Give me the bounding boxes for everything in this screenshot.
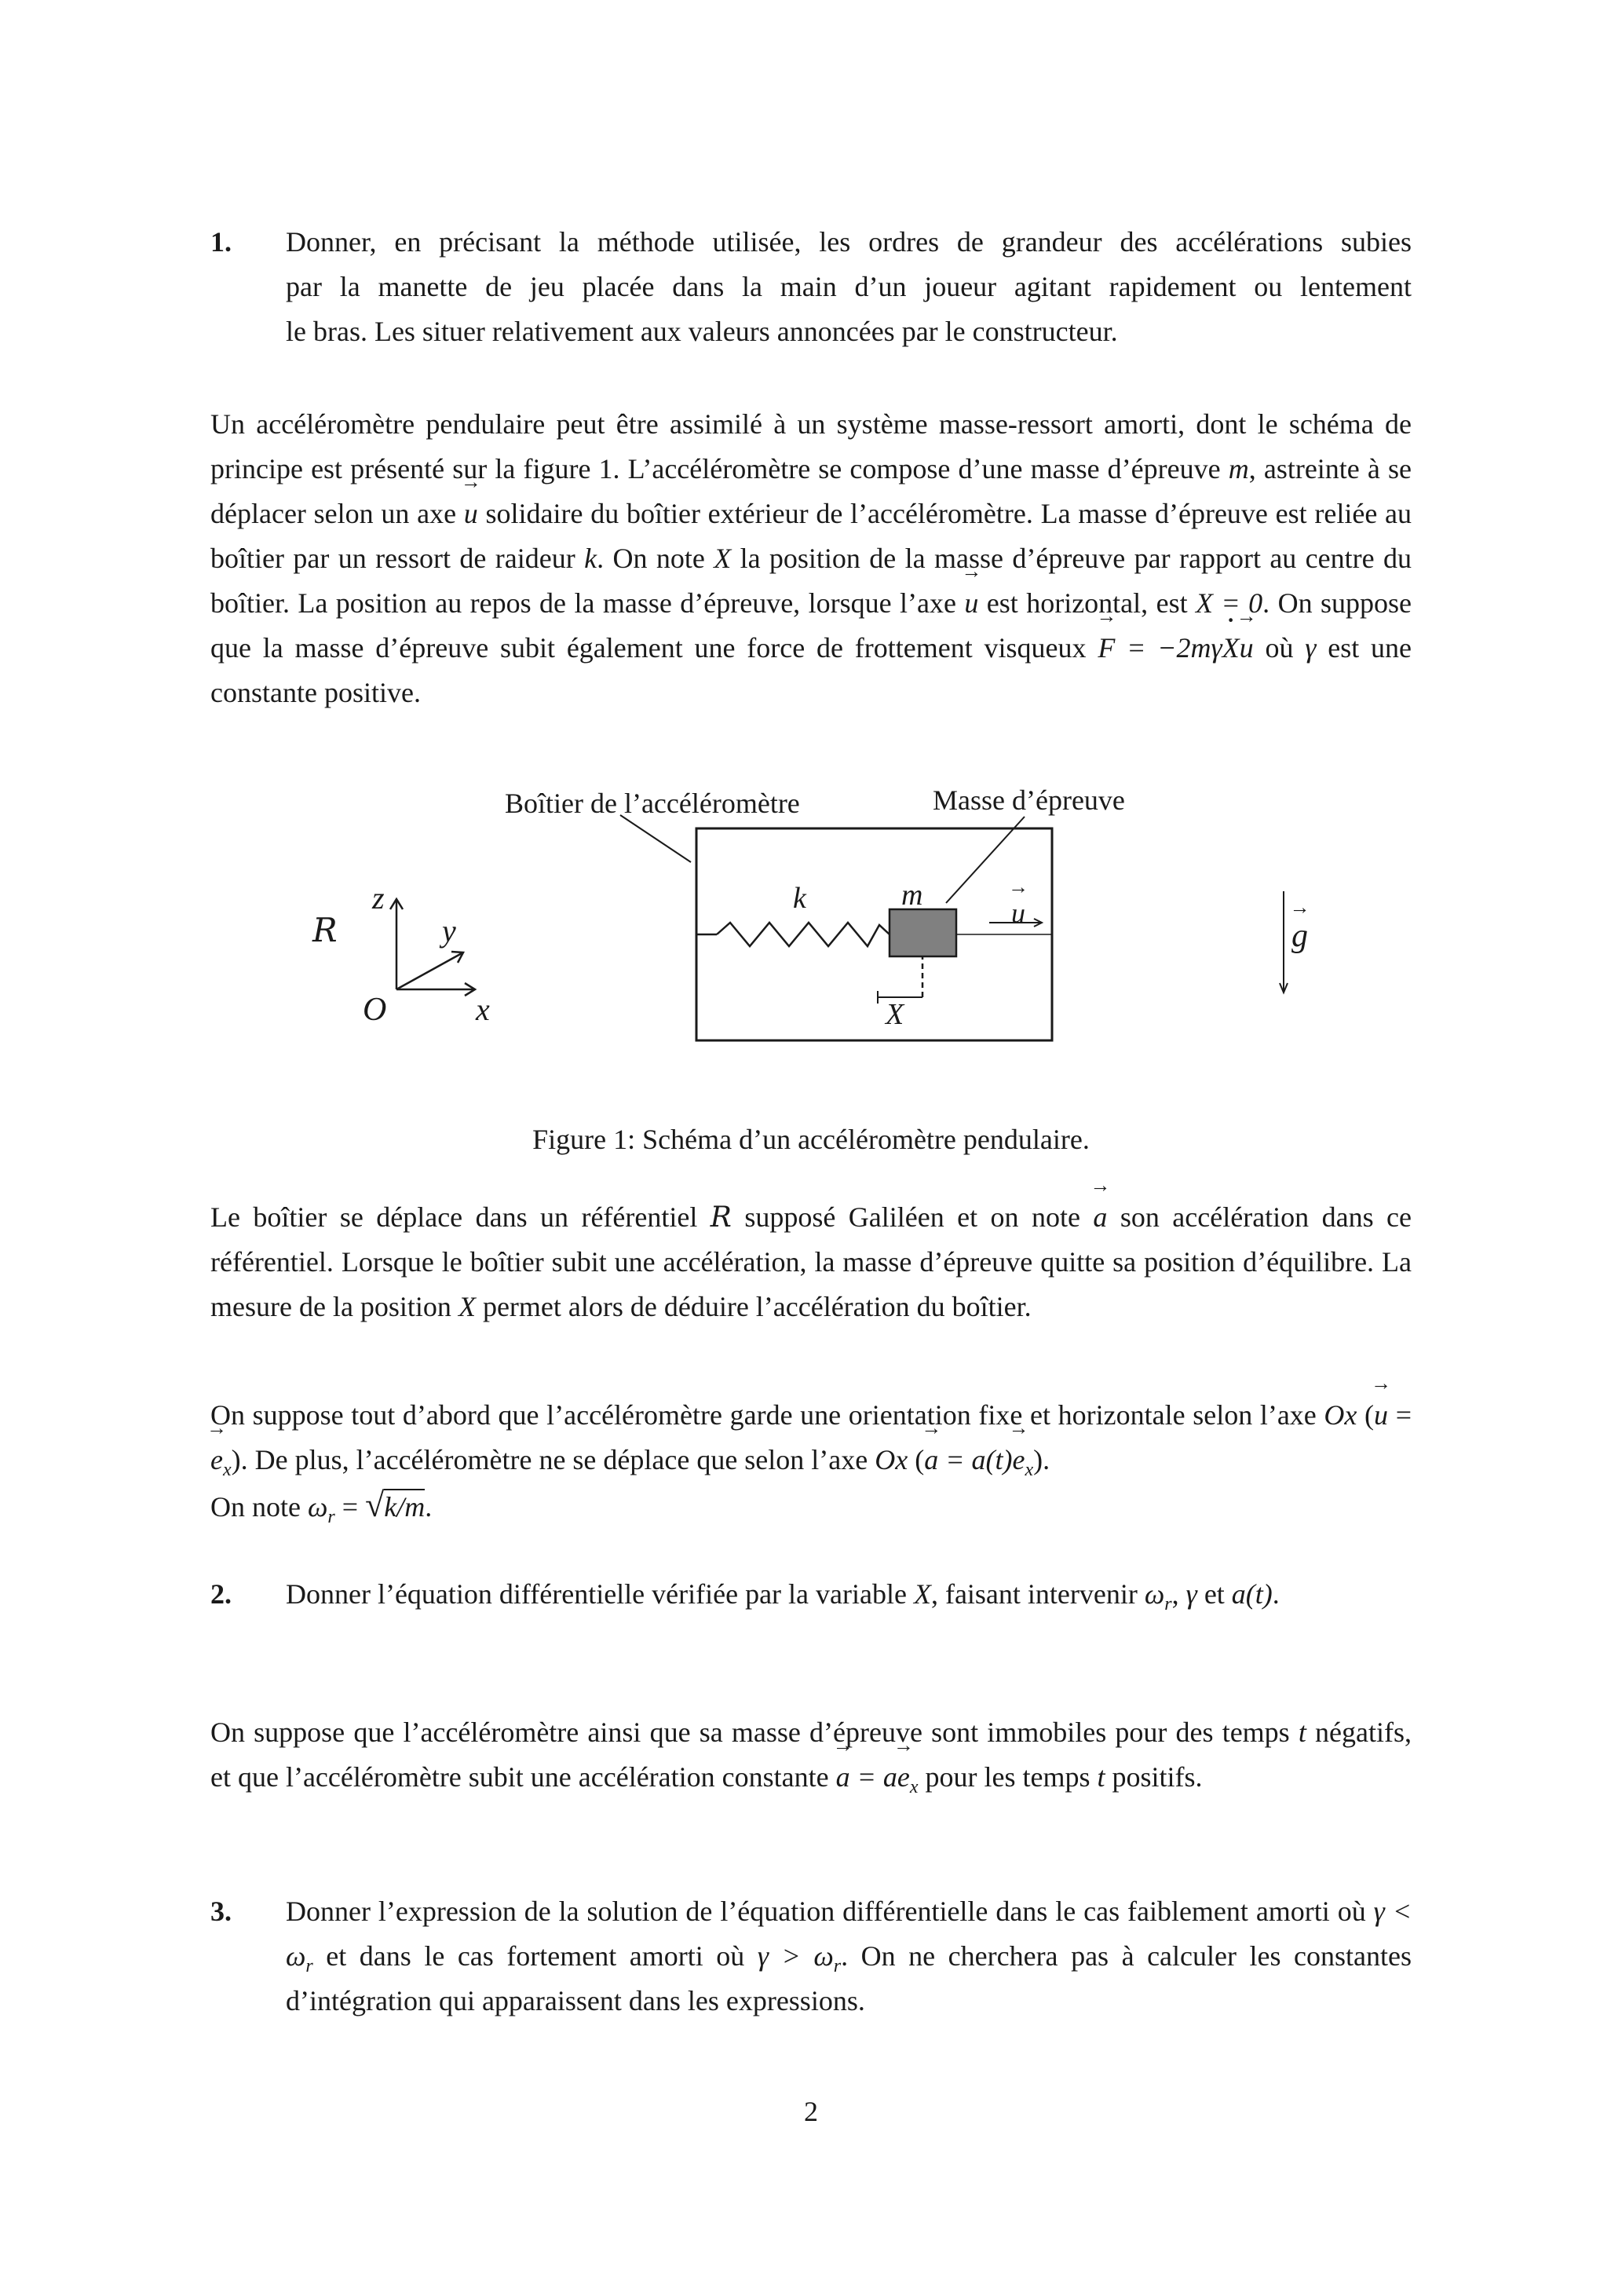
u-label: → u	[1011, 897, 1025, 930]
paragraph-2: Le boîtier se déplace dans un référentiel R supposé Galiléen et on note → a son accélération dans ce référentiel. Lorsque le boîtier subit une accélération, la masse d’épreuve quitte sa position d’équilibre. La mesure de la position X permet alors de déduire l’accélération du boîtier.	[210, 1195, 1412, 1329]
question-line: Donner, en précisant la méthode utilisée, les ordres de grandeur des accélérations subies	[286, 226, 1412, 258]
question-text: Donner l’équation différentielle vérifiée par la variable X, faisant intervenir $\omega_r$, γ et a(t).	[286, 1578, 1280, 1615]
question-2	[210, 1572, 1412, 1617]
g-label: → g	[1291, 917, 1308, 955]
axis-y-line	[396, 952, 463, 989]
mass-label: m	[901, 879, 923, 912]
question-number: 3.	[210, 1896, 232, 1927]
axis-x-label: x	[476, 992, 490, 1027]
frame-R: R	[312, 911, 338, 949]
page-number: 2	[804, 2096, 818, 2127]
question-3	[210, 1889, 1412, 2024]
intro-paragraph: Un accéléromètre pendulaire peut être assimilé à un système masse-ressort amorti, dont le schéma de principe est présenté sur la figure 1. L’accéléromètre se compose d’une masse d’épreuve m, astreinte à se déplacer selon un axe → u solidaire du boîtier extérieur de l’accéléromètre. La masse d’épreuve est reliée au boîtier par un ressort de raideur k. On note X la position de la masse d’épreuve par rapport au centre du boîtier. La position au repos de la masse d’épreuve, lorsque l’axe → u est horizontal, est X = 0. On suppose que la masse d’épreuve subit également une force de frottement visqueux → F = −2mγ· X→ u où γ est une constante positive.	[210, 402, 1412, 715]
question-text: Donner l’expression de la solution de l’équation différentielle dans le cas faiblement amorti où $\gamma < \omega_r$ et dans le cas fortement amorti où $\gamma > \omega_r$. On ne cherchera pas à calculer les constantes d’intégration qui apparaissent dans les expressions.	[286, 1896, 1412, 2016]
question-line: par la manette de jeu placée dans la main d’un joueur agitant rapidement ou lentement	[286, 271, 1412, 302]
proof-mass	[890, 909, 956, 956]
question-line: le bras. Les situer relativement aux valeurs annoncées par le constructeur.	[286, 316, 1118, 347]
label-boitier: Boîtier de l’accéléromètre	[505, 788, 800, 819]
figure-drawing	[0, 0, 1622, 1115]
question-number: 2.	[210, 1578, 232, 1610]
paragraph-4: On suppose que l’accéléromètre ainsi que sa masse d’épreuve sont immobiles pour des temps t négatifs, et que l’accéléromètre subit une accélération constante → $a = a\to e_x$ pour les temps t positifs.	[210, 1710, 1412, 1800]
spring-label: k	[793, 882, 806, 915]
origin-label: O	[363, 992, 387, 1028]
question-number: 1.	[210, 226, 232, 258]
axis-z-label: z	[372, 880, 385, 916]
figure-caption: Figure 1: Schéma d’un accéléromètre pendulaire.	[532, 1124, 1090, 1155]
spring	[717, 923, 890, 946]
leader-boitier	[620, 815, 691, 862]
x-label: X	[886, 998, 904, 1031]
paragraph-3: On suppose tout d’abord que l’accéléromètre garde une orientation fixe et horizontale selon l’axe Ox (→ u = → $e_x$). De plus, l’accéléromètre ne se déplace que selon l’axe Ox (→ $a = a(t)\to e_x$). On note $\omega_r = √k/m$.	[210, 1393, 1412, 1530]
label-masse: Masse d’épreuve	[933, 784, 1125, 816]
axis-y-label: y	[442, 913, 456, 949]
